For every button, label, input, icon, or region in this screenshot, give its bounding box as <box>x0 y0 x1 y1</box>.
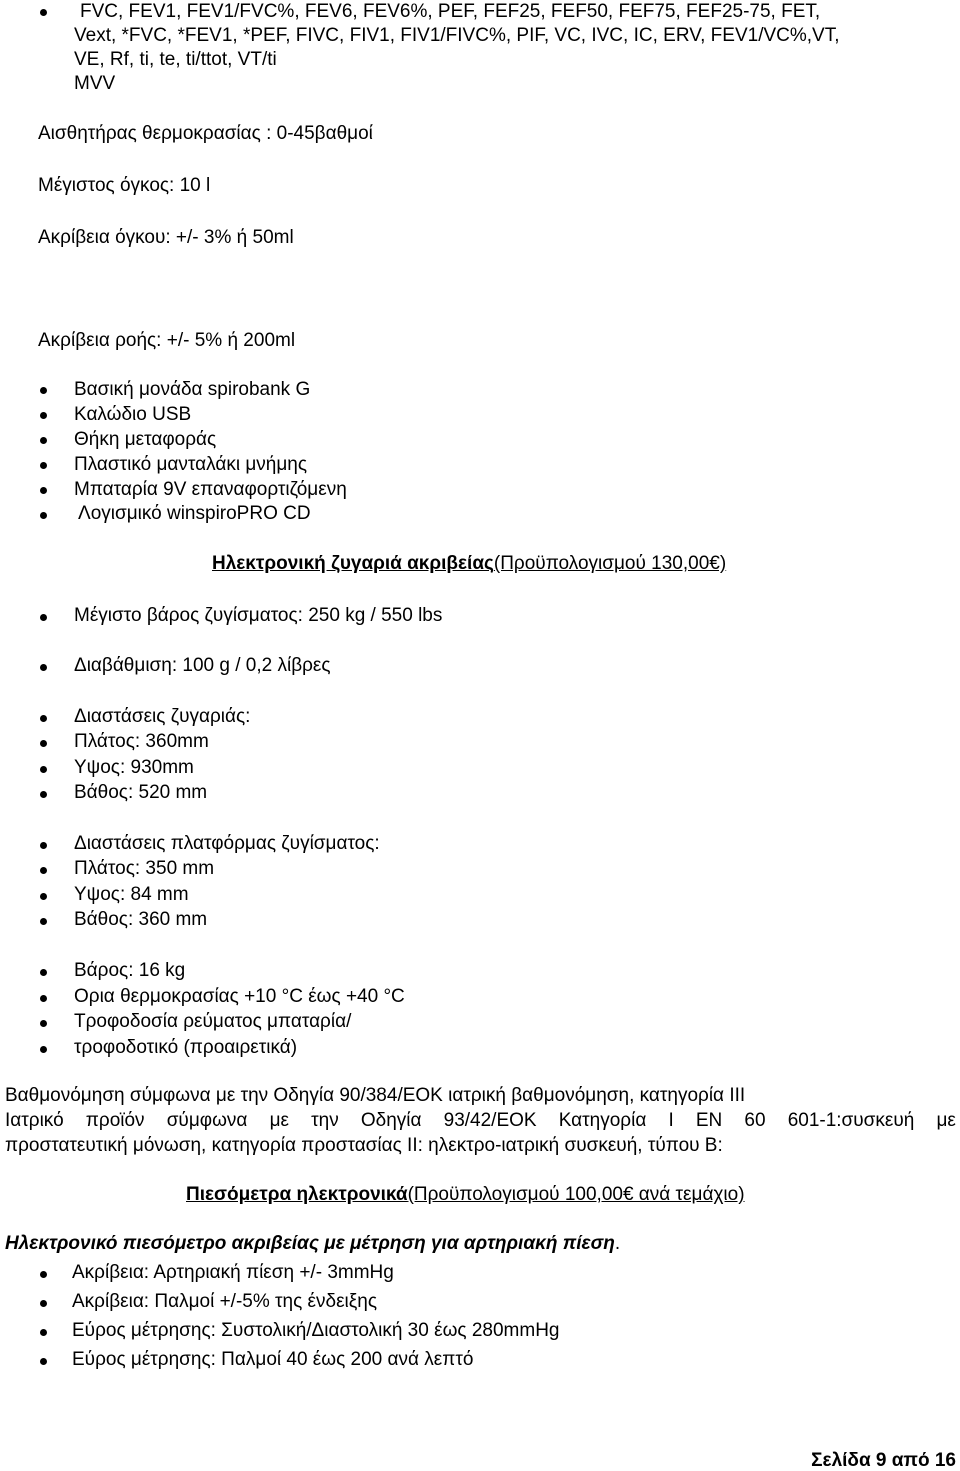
list-item: Βάθος: 520 mm <box>74 782 208 803</box>
word: 601-1:συσκευή <box>787 1110 915 1131</box>
bullet-icon <box>40 1358 47 1365</box>
list-item: Εύρος μέτρησης: Παλμοί 40 έως 200 ανά λεπτό <box>72 1349 474 1370</box>
list-item: Βασική μονάδα spirobank G <box>74 379 311 400</box>
scale-heading-budget: (Προϋπολογισμού 130,00€) <box>493 553 727 574</box>
bullet-icon <box>40 387 47 394</box>
list-item: Ακρίβεια: Παλμοί +/-5% της ένδειξης <box>72 1291 378 1312</box>
bullet-icon <box>40 9 47 16</box>
bp-heading-title: Πιεσόμετρα ηλεκτρονικά <box>186 1184 408 1205</box>
bp-heading <box>186 1185 745 1204</box>
bullet-icon <box>40 1046 47 1053</box>
graduation-spec: Διαβάθμιση: 100 g / 0,2 λίβρες <box>74 655 331 676</box>
list-item: Θήκη μεταφοράς <box>74 429 217 450</box>
page-number: Σελίδα 9 από 16 <box>811 1450 956 1471</box>
list-item: Ακρίβεια: Αρτηριακή πίεση +/- 3mmHg <box>72 1262 394 1283</box>
list-item: Λογισμικό winspiroPRO CD <box>78 503 311 524</box>
bullet-icon <box>40 918 47 925</box>
list-item: Καλώδιο USB <box>74 404 192 425</box>
list-item: Ορια θερμοκρασίας +10 °C έως +40 °C <box>74 986 405 1007</box>
list-item: Βάθος: 360 mm <box>74 909 208 930</box>
list-item: Υψος: 930mm <box>74 757 194 778</box>
max-volume-spec: Μέγιστος όγκος: 10 l <box>38 175 211 196</box>
list-item: Πλάτος: 350 mm <box>74 858 215 879</box>
parameters-line: FVC, FEV1, FEV1/FVC%, FEV6, FEV6%, PEF, FEF25, FEF50, FEF75, FEF25-75, FET, <box>80 1 821 22</box>
bullet-icon <box>40 412 47 419</box>
list-item: τροφοδοτικό (προαιρετικά) <box>74 1037 298 1058</box>
bp-subtitle-period: . <box>614 1233 621 1254</box>
bp-heading-budget: (Προϋπολογισμού 100,00€ ανά τεμάχιο) <box>407 1184 745 1205</box>
word: με <box>936 1110 956 1131</box>
bp-subtitle-text: Ηλεκτρονικό πιεσόμετρο ακριβείας με μέτρηση για αρτηριακή πίεση <box>5 1233 615 1254</box>
bullet-icon <box>40 740 47 747</box>
bullet-icon <box>40 842 47 849</box>
word: Κατηγορία <box>558 1110 647 1131</box>
bullet-icon <box>40 1020 47 1027</box>
word: 93/42/ΕΟΚ <box>443 1110 537 1131</box>
bullet-icon <box>40 512 47 519</box>
bullet-icon <box>40 1329 47 1336</box>
bullet-icon <box>40 614 47 621</box>
word: την <box>311 1110 339 1131</box>
scale-heading <box>212 554 726 573</box>
bullet-icon <box>40 867 47 874</box>
word: προϊόν <box>85 1110 145 1131</box>
bullet-icon <box>40 715 47 722</box>
bullet-icon <box>40 1271 47 1278</box>
list-item: Τροφοδοσία ρεύματος μπαταρία/ <box>74 1011 352 1032</box>
list-item: Υψος: 84 mm <box>74 884 189 905</box>
parameters-line: Vext, *FVC, *FEV1, *PEF, FIVC, FIV1, FIV1/FIVC%, PIF, VC, IVC, IC, ERV, FEV1/VC%,VT, <box>74 25 840 46</box>
word: Ι <box>668 1110 674 1131</box>
compliance-line: Βαθμονόμηση σύμφωνα με την Οδηγία 90/384/ΕΟΚ ιατρική βαθμονόμηση, κατηγορία III <box>5 1085 746 1106</box>
list-item: Εύρος μέτρησης: Συστολική/Διαστολική 30 έως 280mmHg <box>72 1320 560 1341</box>
parameters-line: VE, Rf, ti, te, ti/ttot, VT/ti <box>74 49 277 70</box>
temp-sensor-spec: Αισθητήρας θερμοκρασίας : 0-45βαθμοί <box>38 123 373 144</box>
list-item: Βάρος: 16 kg <box>74 960 186 981</box>
word: Οδηγία <box>360 1110 422 1131</box>
word: Ιατρικό <box>5 1110 64 1131</box>
bullet-icon <box>40 893 47 900</box>
bullet-icon <box>40 766 47 773</box>
bullet-icon <box>40 462 47 469</box>
bullet-icon <box>40 487 47 494</box>
list-item: Πλαστικό μανταλάκι μνήμης <box>74 454 308 475</box>
bullet-icon <box>40 791 47 798</box>
compliance-line: προστατευτική μόνωση, κατηγορία προστασίας ΙΙ: ηλεκτρο-ιατρική συσκευή, τύπου Β: <box>5 1135 723 1156</box>
word: ΕΝ <box>695 1110 723 1131</box>
parameters-line: MVV <box>74 73 116 94</box>
bullet-icon <box>40 969 47 976</box>
bullet-icon <box>40 995 47 1002</box>
word: σύμφωνα <box>166 1110 248 1131</box>
word: με <box>269 1110 289 1131</box>
bp-subtitle <box>5 1234 620 1253</box>
platform-dimensions-title: Διαστάσεις πλατφόρμας ζυγίσματος: <box>74 833 380 854</box>
list-item: Πλάτος: 360mm <box>74 731 209 752</box>
bullet-icon <box>40 437 47 444</box>
compliance-line-justified <box>5 1111 956 1130</box>
flow-accuracy-spec: Ακρίβεια ροής: +/- 5% ή 200ml <box>38 330 296 351</box>
list-item: Μπαταρία 9V επαναφορτιζόμενη <box>74 479 347 500</box>
volume-accuracy-spec: Ακρίβεια όγκου: +/- 3% ή 50ml <box>38 227 294 248</box>
max-weight-spec: Μέγιστο βάρος ζυγίσματος: 250 kg / 550 lbs <box>74 605 443 626</box>
scale-heading-title: Ηλεκτρονική ζυγαριά ακριβείας <box>212 553 494 574</box>
bullet-icon <box>40 664 47 671</box>
scale-dimensions-title: Διαστάσεις ζυγαριάς: <box>74 706 251 727</box>
word: 60 <box>744 1110 766 1131</box>
bullet-icon <box>40 1300 47 1307</box>
